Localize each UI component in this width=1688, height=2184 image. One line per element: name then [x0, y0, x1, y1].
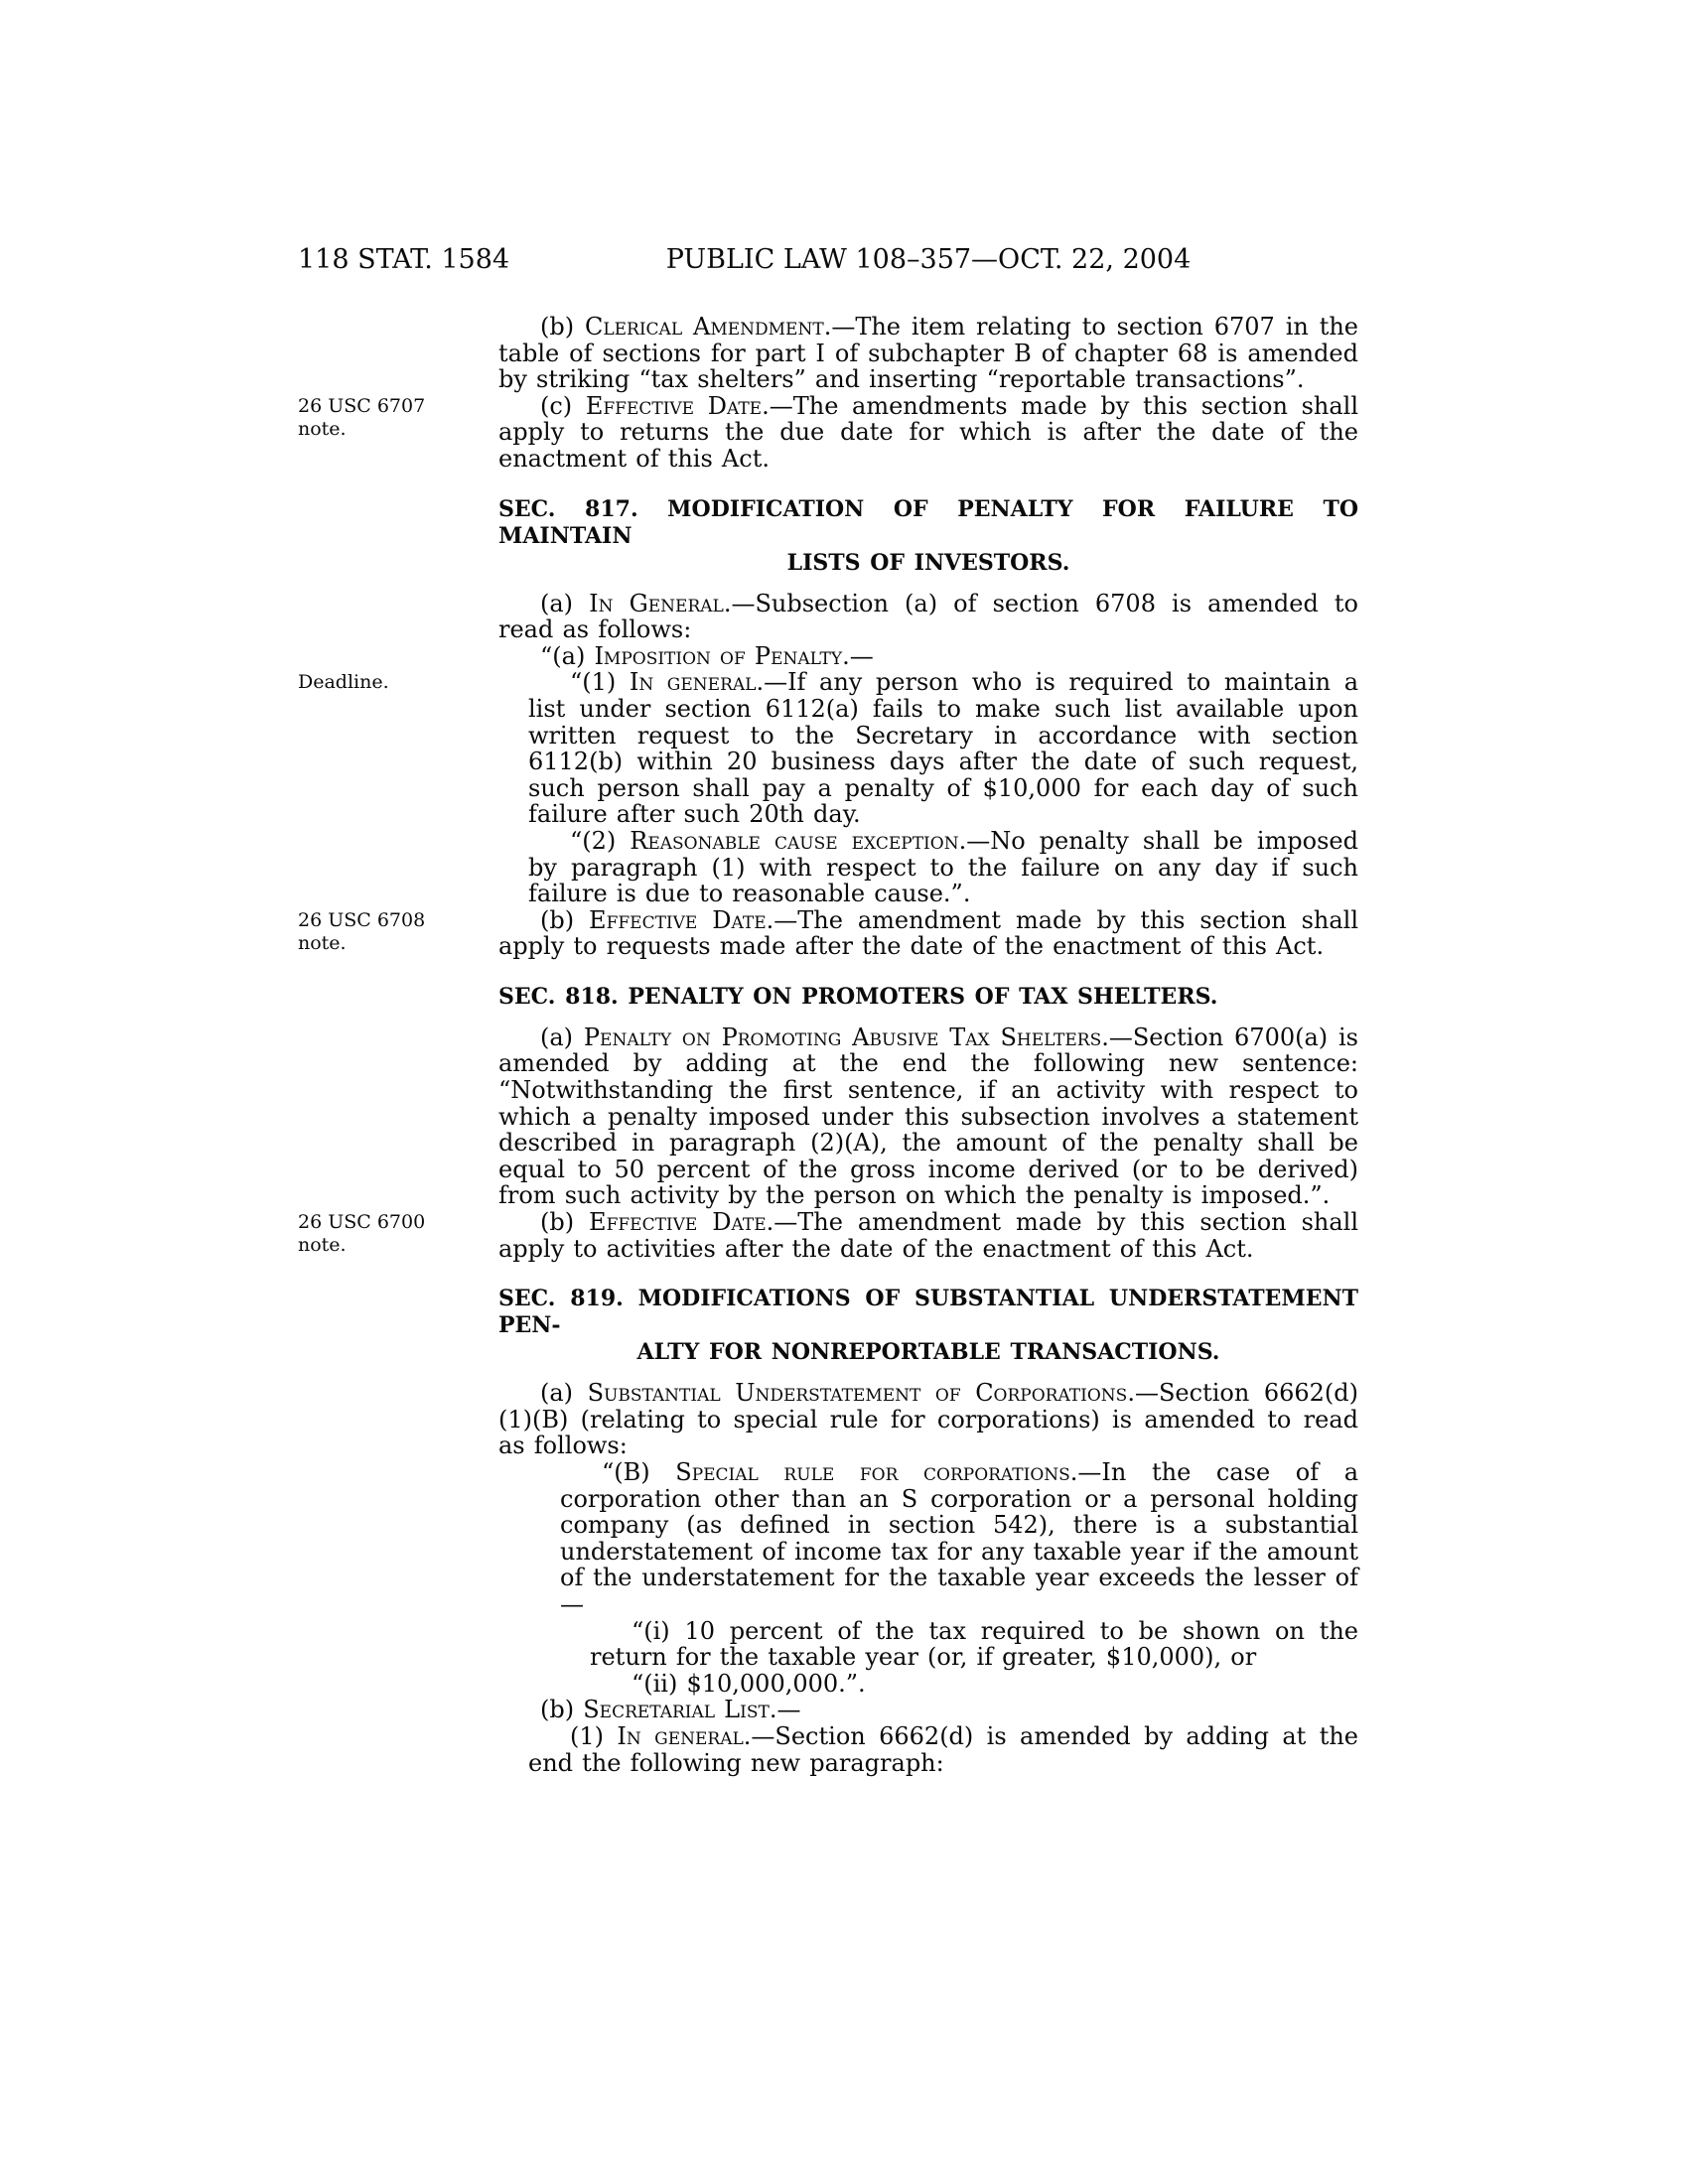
section-heading-line: SEC. 818. PENALTY ON PROMOTERS OF TAX SHELTERS.	[498, 983, 1218, 1010]
margin-note: Deadline.	[298, 671, 389, 694]
statute-paragraph	[498, 1209, 1358, 1262]
smallcaps-text: Effective Date	[589, 905, 767, 934]
smallcaps-text: In general	[617, 1721, 744, 1750]
text-segment: .—The item relating to section 6707 in the table of sections for part I of subchapter B of chapter 68 is amended by striking “tax shelters” and inserting “reportable transactions”.	[498, 313, 1359, 394]
text-segment: (b)	[540, 1208, 590, 1237]
section-heading-line: LISTS OF INVESTORS.	[786, 549, 1070, 576]
smallcaps-text: Penalty on Promoting Abusive Tax Shelters	[583, 1023, 1102, 1051]
statute-paragraph	[498, 1459, 1358, 1618]
text-segment: “(B)	[602, 1458, 676, 1486]
statute-body	[298, 313, 1359, 1777]
statute-paragraph-block	[498, 1697, 1358, 1723]
statute-paragraph	[498, 1618, 1358, 1671]
margin-note: 26 USC 6707 note.	[298, 394, 426, 440]
text-segment: .—The amendment made by this section shall apply to requests made after the date of the enactment of this Act.	[498, 905, 1358, 961]
smallcaps-text: In General	[589, 589, 724, 617]
smallcaps-text: In general	[629, 668, 757, 697]
text-segment: “(1)	[570, 668, 630, 697]
text-segment: “(i) 10 percent of the tax required to be shown on the return for the taxable year (or, if greater, $10,000), or	[590, 1616, 1358, 1672]
statute-paragraph	[498, 1723, 1358, 1776]
text-segment: “(2)	[570, 826, 631, 855]
text-segment: .—Section 6700(a) is amended by adding at the end the following new sentence: “Notwithstanding the first sentence, if an activity with respect to which a penalty imposed under this subsection involves a statement described in paragraph (2)(A), the amount of the penalty shall be equal to 50 percent of the gross income derived (or to be derived) from such activity by the person on which the penalty is imposed.”.	[498, 1023, 1358, 1210]
smallcaps-text: Imposition of Penalty	[594, 641, 843, 670]
statute-paragraph	[498, 828, 1358, 907]
text-segment: (a)	[540, 589, 590, 617]
text-segment: .—The amendments made by this section shall apply to returns the due date for which is after the date of the enactment of this Act.	[498, 391, 1359, 473]
text-segment: .—In the case of a corporation other than an S corporation or a personal holding company (as defined in section 542), there is a substantial understatement of income tax for any taxable year if the amount of the understatement for the taxable year exceeds the lesser of—	[560, 1458, 1359, 1618]
text-segment: .—Subsection (a) of section 6708 is amended to read as follows:	[498, 589, 1359, 644]
smallcaps-text: Clerical Amendment	[584, 313, 824, 341]
text-segment: (a)	[540, 1379, 588, 1408]
statute-paragraph	[498, 907, 1358, 960]
section-heading-line: ALTY FOR NONREPORTABLE TRANSACTIONS.	[636, 1339, 1220, 1366]
statute-paragraph	[498, 393, 1358, 473]
text-segment: .—Section 6662(d)(1)(B) (relating to special rule for corporations) is amended to read as follows:	[498, 1379, 1358, 1460]
statute-paragraph	[498, 1697, 1358, 1723]
section-heading-line: SEC. 817. MODIFICATION OF PENALTY FOR FAILURE TO MAINTAIN	[498, 495, 1358, 549]
smallcaps-text: Reasonable cause exception	[630, 826, 959, 855]
text-segment: (c)	[540, 391, 586, 420]
text-segment: “(a)	[540, 641, 595, 670]
text-segment: (b)	[540, 905, 590, 934]
smallcaps-text: Substantial Understatement of Corporations	[587, 1379, 1128, 1408]
statute-paragraph-block	[498, 1459, 1358, 1618]
statute-paragraph	[498, 314, 1358, 393]
statute-paragraph-block	[498, 1618, 1358, 1671]
statute-paragraph-block	[498, 1380, 1358, 1459]
section-heading-block	[498, 1286, 1358, 1366]
section-heading-block	[498, 984, 1358, 1011]
stat-page-number: 118 STAT. 1584	[298, 244, 510, 275]
statute-paragraph	[498, 1024, 1358, 1209]
text-segment: “(ii) $10,000,000.”.	[632, 1669, 866, 1698]
statute-paragraph	[498, 669, 1358, 828]
text-segment: .—The amendment made by this section shall apply to activities after the date of the enactment of this Act.	[498, 1208, 1358, 1263]
statute-paragraph-block	[298, 1208, 1358, 1263]
text-segment: (a)	[540, 1023, 584, 1051]
statute-paragraph	[498, 643, 1358, 670]
text-segment: (b)	[540, 1696, 584, 1724]
smallcaps-text: Effective Date	[589, 1208, 767, 1237]
smallcaps-text: Effective Date	[585, 391, 763, 420]
margin-note: 26 USC 6708 note.	[298, 908, 426, 954]
statute-paragraph-block	[498, 591, 1358, 643]
statute-paragraph-block	[298, 905, 1358, 961]
text-segment: .—	[769, 1696, 801, 1724]
statute-paragraph-block	[498, 828, 1358, 907]
text-segment: (b)	[540, 313, 585, 341]
statute-paragraph-block	[498, 1671, 1358, 1698]
statute-paragraph	[498, 1380, 1358, 1459]
statute-paragraph	[498, 591, 1358, 643]
section-heading-line: SEC. 819. MODIFICATIONS OF SUBSTANTIAL UNDERSTATEMENT PEN-	[498, 1286, 1358, 1339]
text-segment: .—Section 6662(d) is amended by adding at the end the following new paragraph:	[528, 1721, 1358, 1777]
section-heading-block	[498, 496, 1358, 577]
public-law-header: PUBLIC LAW 108–357—OCT. 22, 2004	[665, 244, 1192, 275]
statute-paragraph-block	[498, 314, 1358, 393]
statute-paragraph-block	[298, 391, 1359, 473]
smallcaps-text: Special rule for corporations	[675, 1458, 1070, 1486]
text-segment: (1)	[570, 1721, 618, 1750]
smallcaps-text: Secretarial List	[583, 1696, 770, 1724]
statute-paragraph-block	[298, 668, 1358, 829]
text-segment: .—No penalty shall be imposed by paragraph (1) with respect to the failure on any day if such failure is due to reasonable cause.”.	[528, 826, 1359, 908]
statute-paragraph-block	[498, 1024, 1358, 1209]
text-segment: .—	[842, 641, 874, 670]
text-segment: .—If any person who is required to maintain a list under section 6112(a) fails to make such list available upon written request to the Secretary in accordance with section 6112(b) within 20 business days after the date of such request, such person shall pay a penalty of $10,000 for each day of such failure after such 20th day.	[528, 668, 1358, 829]
statute-paragraph-block	[498, 1723, 1358, 1776]
margin-note: 26 USC 6700 note.	[298, 1211, 426, 1257]
statute-paragraph	[498, 1671, 1358, 1698]
running-header	[0, 244, 1688, 284]
statute-paragraph-block	[498, 643, 1358, 670]
